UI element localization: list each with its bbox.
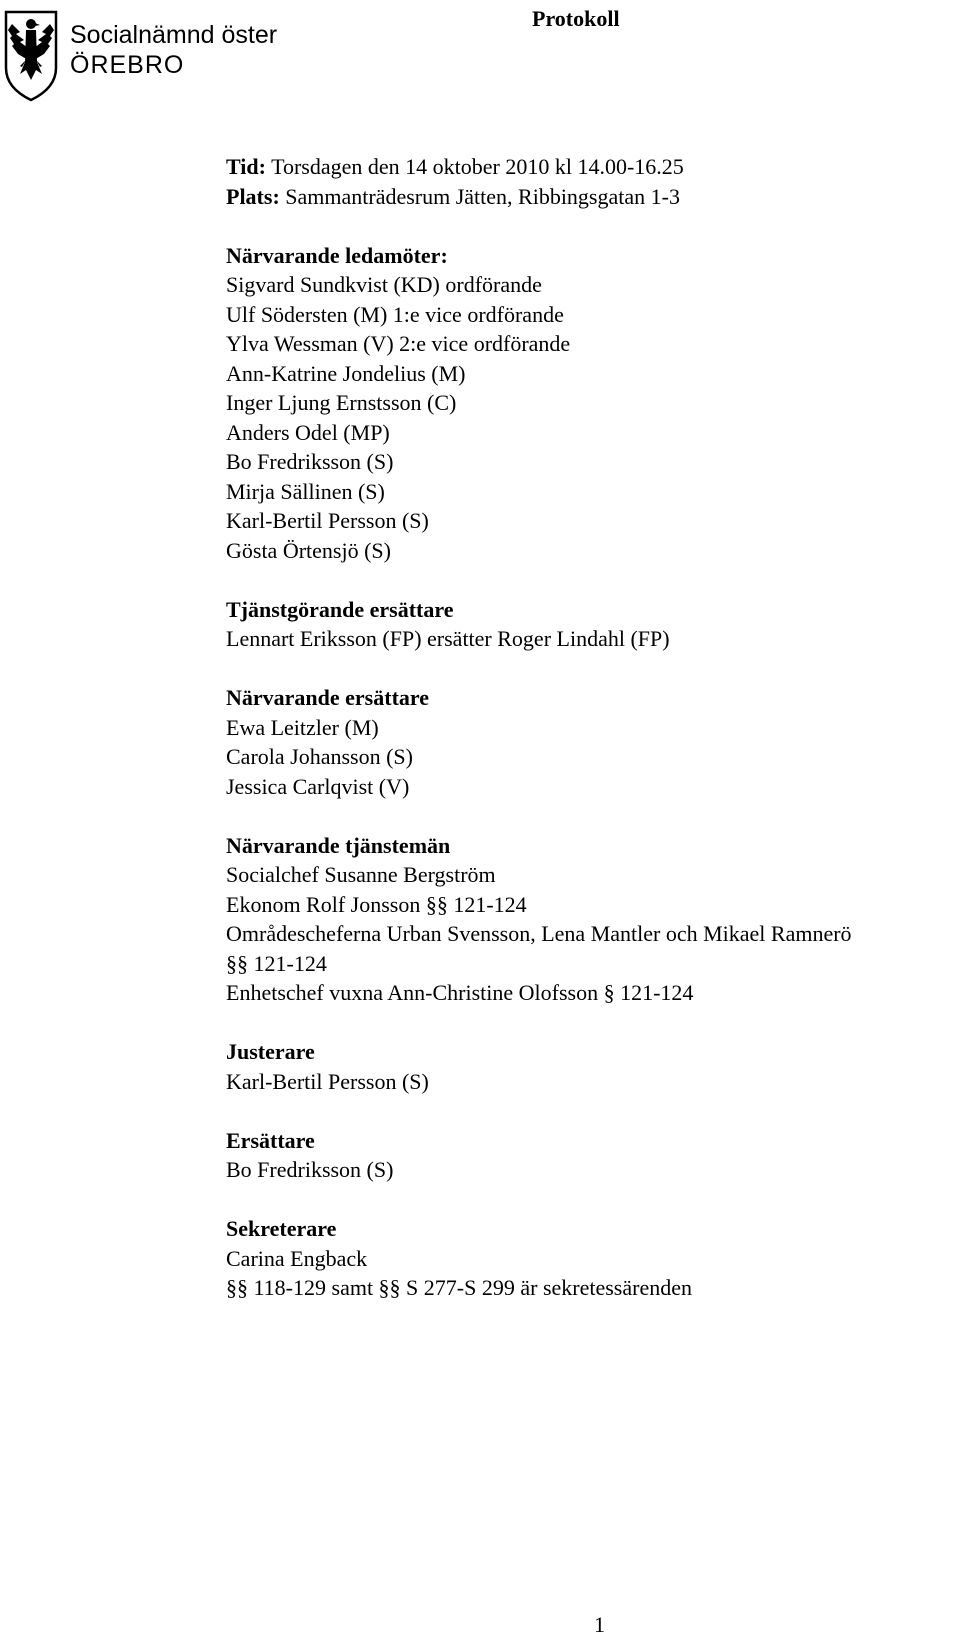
serving-substitute-entry: Lennart Eriksson (FP) ersätter Roger Lindahl (FP) [226,626,670,651]
eagle-coat-of-arms-icon [4,10,58,102]
secretary-entry: Carina Engback [226,1245,368,1271]
section-title-officials: Närvarande tjänstemän [226,832,451,858]
meeting-time-value: Torsdagen den 14 oktober 2010 kl 14.00-16.25 [271,154,684,179]
official-entry: Enhetschef vuxna Ann-Christine Olofsson § 121-124 [226,980,694,1005]
meeting-place [226,182,956,212]
secretary-entry: §§ 118-129 samt §§ S 277-S 299 är sekretessärenden [226,1275,692,1300]
member-entry: Ulf Södersten (M) 1:e vice ordförande [226,301,564,327]
organization-name-line2: ÖREBRO [70,51,185,79]
member-entry: Ann-Katrine Jondelius (M) [226,360,466,386]
section-officials [226,831,956,1008]
section-title-members: Närvarande ledamöter: [226,242,448,268]
section-adjuster [226,1037,956,1096]
member-entry: Anders Odel (MP) [226,419,390,445]
present-substitute-entry: Jessica Carlqvist (V) [226,773,410,799]
section-title-adjuster: Justerare [226,1039,315,1064]
member-entry: Gösta Örtensjö (S) [226,537,391,563]
section-members [226,241,956,566]
organization-name [70,20,277,80]
adjuster-entry: Karl-Bertil Persson (S) [226,1068,429,1094]
member-entry: Bo Fredriksson (S) [226,449,394,474]
section-title-secretary: Sekreterare [226,1216,337,1241]
document-type-title: Protokoll [532,6,620,31]
meeting-place-value: Sammanträdesrum Jätten, Ribbingsgatan 1-3 [285,183,680,209]
member-entry: Sigvard Sundkvist (KD) ordförande [226,272,542,297]
official-entry: Socialchef Susanne Bergström [226,862,496,887]
section-serving-substitutes [226,595,956,654]
section-title-serving-substitutes: Tjänstgörande ersättare [226,596,454,622]
official-entry: §§ 121-124 [226,950,327,976]
meeting-time-label: Tid: [226,154,266,179]
organization-name-line1: Socialnämnd öster [70,21,278,49]
official-entry: Ekonom Rolf Jonsson §§ 121-124 [226,891,527,917]
section-title-present-substitutes: Närvarande ersättare [226,685,430,710]
member-entry: Inger Ljung Ernstsson (C) [226,390,457,415]
section-title-deputy: Ersättare [226,1127,315,1153]
section-present-substitutes [226,683,956,801]
deputy-entry: Bo Fredriksson (S) [226,1157,394,1182]
present-substitute-entry: Carola Johansson (S) [226,744,413,769]
meeting-details [226,152,956,211]
member-entry: Karl-Bertil Persson (S) [226,508,429,533]
official-entry: Områdescheferna Urban Svensson, Lena Mantler och Mikael Ramnerö [226,921,852,946]
organization-logo [4,10,304,106]
member-entry: Ylva Wessman (V) 2:e vice ordförande [226,331,571,356]
member-entry: Mirja Sällinen (S) [226,478,385,504]
present-substitute-entry: Ewa Leitzler (M) [226,714,379,740]
meeting-time [226,152,956,182]
section-secretary [226,1214,956,1303]
meeting-place-label: Plats: [226,183,280,209]
page-number: 1 [594,1612,605,1637]
protocol-body [226,152,956,1303]
section-deputy [226,1126,956,1185]
